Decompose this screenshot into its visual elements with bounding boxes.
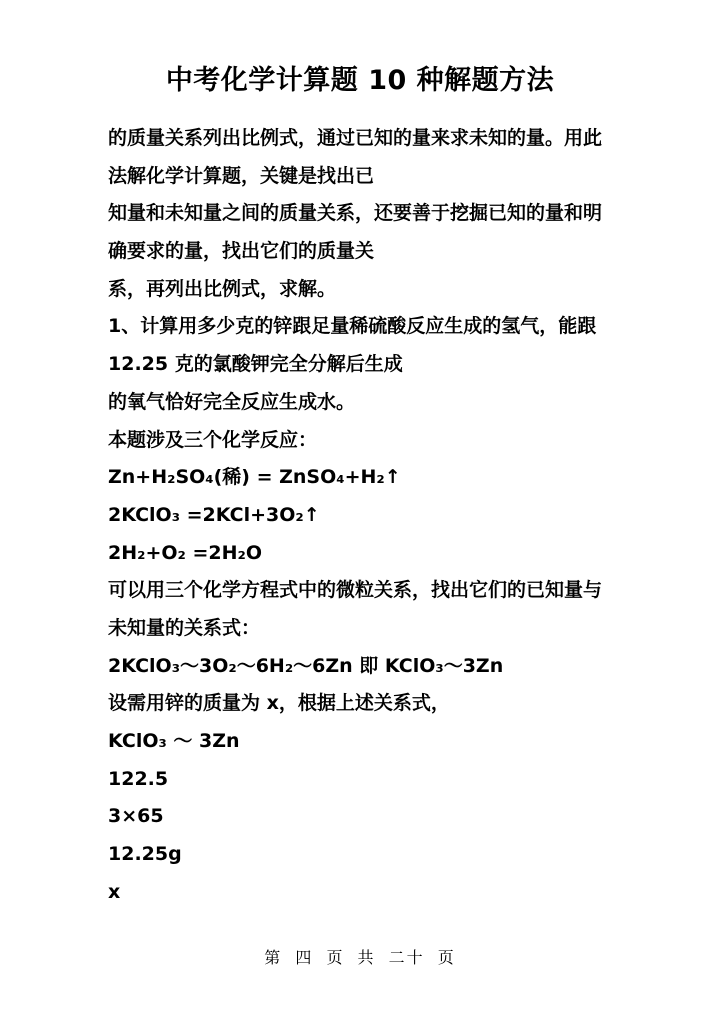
value-line: x	[108, 880, 121, 903]
footer-word: 共	[357, 948, 376, 967]
text-line: 知量和未知量之间的质量关系，还要善于挖掘已知的量和明	[108, 202, 603, 225]
question-line: 1、计算用多少克的锌跟足量稀硫酸反应生成的氢气，能跟	[108, 315, 597, 338]
footer-word: 页	[437, 948, 456, 967]
text-line: 系，再列出比例式，求解。	[108, 277, 337, 300]
text-line: 本题涉及三个化学反应：	[108, 428, 318, 451]
value-line: 3×65	[108, 805, 164, 828]
text-line: 法解化学计算题，关键是找出已	[108, 164, 375, 187]
footer-word: 页	[326, 948, 345, 967]
text-line: 可以用三个化学方程式中的微粒关系，找出它们的已知量与	[108, 579, 603, 602]
text-line: 设需用锌的质量为 x，根据上述关系式，	[108, 692, 450, 715]
document-body	[108, 120, 628, 911]
equation-line: 2KClO₃ =2KCl+3O₂↑	[108, 503, 320, 526]
equation-line: 2H₂+O₂ =2H₂O	[108, 541, 262, 564]
document-title: 中考化学计算题 10 种解题方法	[165, 65, 555, 96]
footer-total-pages: 二十	[388, 948, 425, 967]
footer-word: 第	[264, 948, 283, 967]
value-line: 12.25g	[108, 843, 182, 866]
text-line: 的氧气恰好完全反应生成水。	[108, 390, 356, 413]
footer-page-number: 四	[295, 948, 314, 967]
text-line: 的质量关系列出比例式，通过已知的量来求未知的量。用此	[108, 127, 603, 149]
value-line: 122.5	[108, 767, 169, 790]
equation-line: Zn+H₂SO₄(稀) = ZnSO₄+H₂↑	[108, 466, 401, 489]
relation-line: 2KClO₃～3O₂～6H₂～6Zn 即 KClO₃～3Zn	[108, 654, 504, 677]
text-line: 确要求的量，找出它们的质量关	[108, 240, 375, 263]
page-footer	[0, 945, 720, 968]
relation-line: KClO₃ ～ 3Zn	[108, 730, 240, 752]
text-line: 12.25 克的氯酸钾完全分解后生成	[108, 353, 403, 376]
text-line: 未知量的关系式：	[108, 616, 261, 639]
